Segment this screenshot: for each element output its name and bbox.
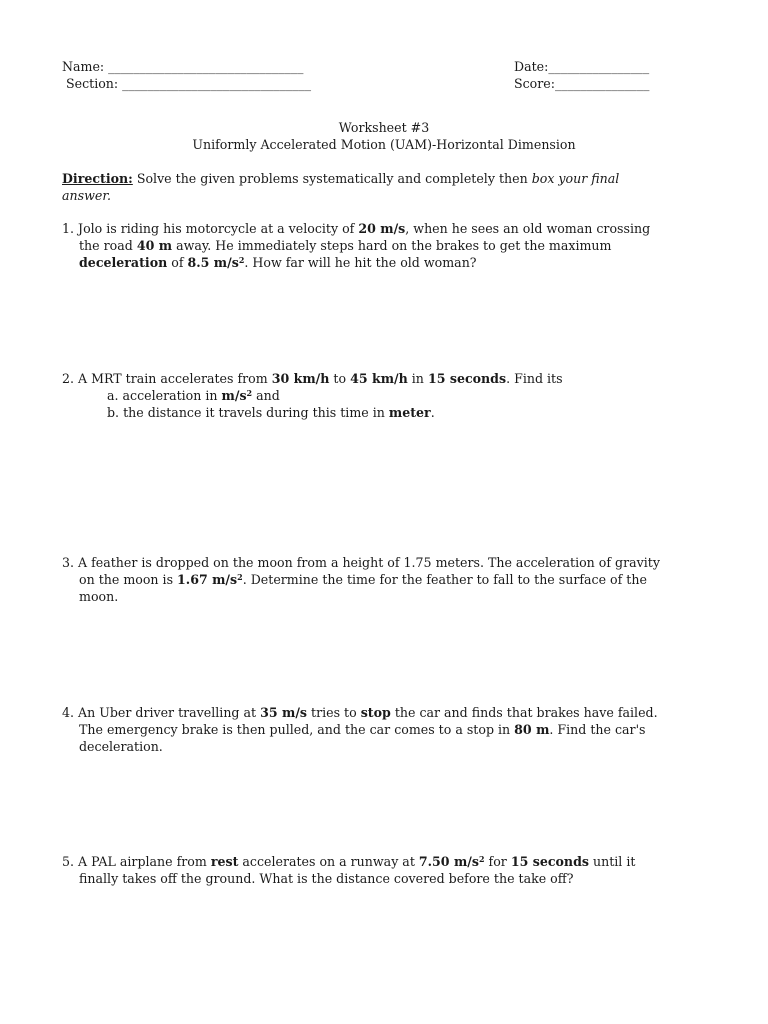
score-field: Score:_______________ (514, 76, 650, 91)
p4-stop: stop (360, 705, 391, 720)
p2-text: . Find its (506, 371, 563, 386)
problem-4 (62, 704, 702, 755)
p4-text: deceleration. (79, 739, 163, 754)
p2-text: to (329, 371, 351, 386)
p2-unit-meter: meter (388, 405, 431, 420)
p3-gravity: 1.67 $m/s^2$ (177, 572, 243, 587)
p1-text: 1. Jolo is riding his motorcycle at a velocity of (62, 221, 359, 236)
p5-text: 5. A PAL airplane from (62, 854, 211, 869)
direction (62, 170, 702, 204)
p2-text: in (407, 371, 428, 386)
problem-5 (62, 853, 702, 887)
p1-question: . How far will he hit the old woman? (244, 255, 477, 270)
p3-text: moon. (79, 589, 119, 604)
p2-unit: $m/s^2$ (221, 388, 253, 403)
p2-time: 15 seconds (427, 371, 507, 386)
p5-text: until it (588, 854, 636, 869)
p1-text: the road (79, 238, 137, 253)
worksheet-title: Worksheet #3 (338, 120, 430, 135)
p4-velocity: 35 m/s (260, 705, 308, 720)
p2-part-b: b. the distance it travels during this time in (107, 405, 389, 420)
worksheet-subtitle: Uniformly Accelerated Motion (UAM)-Horizontal Dimension (192, 137, 576, 152)
direction-emphasis: box your final (531, 171, 620, 186)
p4-text: tries to (307, 705, 361, 720)
p4-text: the car and finds that brakes have failed. (390, 705, 658, 720)
p2-initial-speed: 30 km/h (271, 371, 330, 386)
problem-2 (62, 370, 702, 421)
name-field: Name: _______________________________ (62, 59, 304, 74)
p5-acceleration: 7.50 $m/s^2$ (418, 854, 485, 869)
p5-text: for (484, 854, 511, 869)
problem-3 (62, 554, 702, 605)
direction-label: Direction: (62, 171, 133, 186)
p3-text: on the moon is (79, 572, 178, 587)
p4-text: The emergency brake is then pulled, and the car comes to a stop in (79, 722, 515, 737)
p3-text: . Determine the time for the feather to fall to the surface of the (242, 572, 647, 587)
p5-text: accelerates on a runway at (238, 854, 419, 869)
p2-part-a: a. acceleration in (107, 388, 222, 403)
direction-emphasis-cont: answer. (62, 188, 111, 203)
p2-text: . (430, 405, 435, 420)
direction-text: Solve the given problems systematically and completely then (132, 171, 532, 186)
p1-velocity: 20 m/s (358, 221, 406, 236)
p3-text: 3. A feather is dropped on the moon from a height of 1.75 meters. The acceleration of gravity (62, 555, 660, 570)
p5-text: finally takes off the ground. What is the distance covered before the take off? (79, 871, 574, 886)
p2-text: 2. A MRT train accelerates from (62, 371, 272, 386)
section-field: Section: ______________________________ (66, 76, 312, 91)
p1-deceleration-value: 8.5 $m/s^2$ (187, 255, 245, 270)
p1-text: away. He immediately steps hard on the brakes to get the maximum (172, 238, 612, 253)
p2-text: and (252, 388, 280, 403)
p1-text: of (167, 255, 188, 270)
p1-text: , when he sees an old woman crossing (405, 221, 651, 236)
p4-text: . Find the car's (549, 722, 646, 737)
p1-deceleration-term: deceleration (79, 255, 168, 270)
problem-1 (62, 220, 702, 271)
p1-distance: 40 m (136, 238, 173, 253)
p5-time: 15 seconds (510, 854, 589, 869)
p5-rest: rest (210, 854, 239, 869)
p4-text: 4. An Uber driver travelling at (62, 705, 261, 720)
p4-distance: 80 m (514, 722, 550, 737)
date-field: Date:________________ (514, 59, 650, 74)
p2-final-speed: 45 km/h (350, 371, 408, 386)
